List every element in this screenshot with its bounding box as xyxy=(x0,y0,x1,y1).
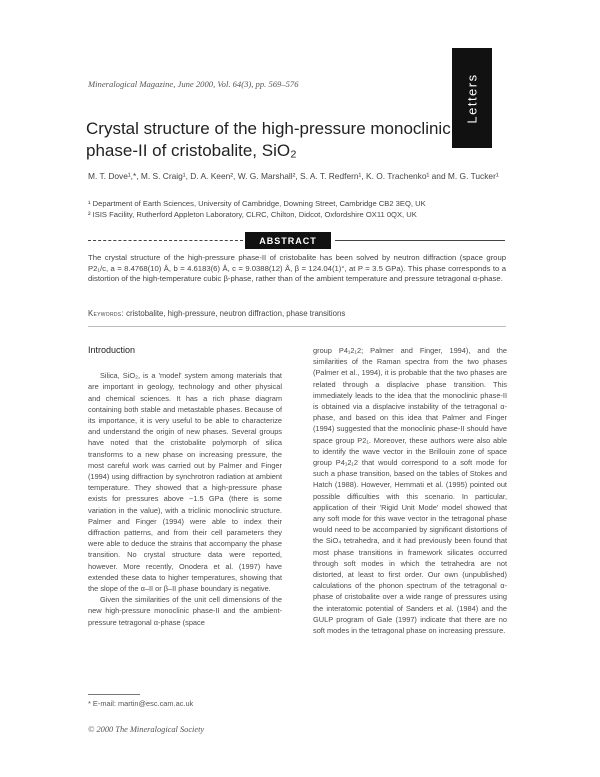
body-paragraph: Silica, SiO₂, is a 'model' system among materials that are important in geology, technology and other physical and chemical sciences. It has a rich phase diagram containing both stable and metastable phases. Because of its importance, it is very useful to be able to characterize and understand the origin of new phases. Several groups have noted that the cristobalite polymorph of silica transforms to a new phase on increasing pressure, the most careful work was carried out by Palmer and Finger (1994) using diffraction by synchrotron radiation at ambient temperature. They showed that a high-pressure phase exists for pressures above ~1.5 GPa (there is some variation in the value), with a triclinic monoclinic structure. Palmer and Finger (1994) were able to index their diffraction patterns, and from their cell parameters they were able to deduce the strains that accompany the phase transition. No crystal structure data were reported, however. More recently, Onodera et al. (1997) have extended these data to higher temperatures, showing that the slope of the α–II or β–II phase boundary is negative. xyxy=(88,371,282,594)
affiliation-1: ¹ Department of Earth Sciences, University of Cambridge, Downing Street, Cambridge CB2 3EQ, UK xyxy=(88,199,426,208)
journal-citation: Mineralogical Magazine, June 2000, Vol. 64(3), pp. 569–576 xyxy=(88,79,299,89)
abstract-heading: ABSTRACT xyxy=(245,232,331,249)
body-paragraph: group P4₁2₁2; Palmer and Finger, 1994), and the similarities of the Raman spectra from the two phases (Palmer et al., 1994), it is probable that the two phases are related through a displacive phase transition. This immediately leads to the idea that the monoclinic phase-II is obtained via a displacive instability of the tetragonal α-phase, and based on this idea that Palmer and Finger (1994) suggested that the monoclinic phase-II should have space group P2₁. Moreover, these authors were also able to identify the wave vector in the Brillouin zone of space group P4₁2₁2 that would correspond to a soft mode for such a phase transition, based on the tables of Stokes and Hatch (1988). However, Hemmati et al. (1995) pointed out possible difficulties with this scenario. In particular, application of their 'Rigid Unit Mode' model showed that any soft mode for this wave vector in the tetragonal phase would need to be accompanied by significant distortions of the SiO₄ tetrahedra, and it had previously been found that most phase transitions in framework silicates occurred through soft modes in which the tetrahedra are not distorted, at least to first order. Our own (unpublished) calculations of the phonon spectrum of the tetragonal α-phase of cristobalite over a wide range of pressures using the interatomic potential of Sanders et al. (1984) and the GULP program of Gale (1997) indicate that there are no soft modes in the tetragonal phase on increasing pressure. xyxy=(313,346,507,636)
abstract-rule-left xyxy=(88,240,243,243)
body-column-left xyxy=(88,345,282,628)
abstract-rule-right xyxy=(335,240,505,241)
affiliation-2: ² ISIS Facility, Rutherford Appleton Laboratory, CLRC, Chilton, Didcot, Oxfordshire OX11 0QX, UK xyxy=(88,210,417,219)
affiliations xyxy=(88,198,508,220)
footnote-rule xyxy=(88,694,140,695)
article-title: Crystal structure of the high-pressure monoclinic phase-II of cristobalite, SiO₂ xyxy=(86,119,451,160)
body-column-right xyxy=(313,345,507,636)
section-heading-introduction: Introduction xyxy=(88,345,136,355)
copyright-notice: © 2000 The Mineralogical Society xyxy=(88,725,205,734)
footnote-email: * E-mail: martin@esc.cam.ac.uk xyxy=(88,699,194,708)
section-tab-label: Letters xyxy=(464,72,480,124)
abstract-text: The crystal structure of the high-pressure phase-II of cristobalite has been solved by neutron diffraction (space group P2₁/c, a = 8.4768(10) Å, b = 4.6183(6) Å, c = 9.0388(12) Å, β = 124.04(1)°, at P = 3.5 GPa). This phase corresponds to a distortion of the high-temperature cubic β-phase, rather than of the ambient temperature and pressure tetragonal α-phase. xyxy=(88,253,506,283)
keywords-list: cristobalite, high-pressure, neutron diffraction, phase transitions xyxy=(126,309,346,318)
author-list: M. T. Dove¹,*, M. S. Craig¹, D. A. Keen², W. G. Marshall², S. A. T. Redfern¹, K. O. Trachenko¹ and M. G. Tucker¹ xyxy=(88,171,499,181)
keywords xyxy=(88,309,506,318)
keywords-divider xyxy=(88,326,506,327)
body-paragraph: Given the similarities of the unit cell dimensions of the new high-pressure monoclinic phase-II and the ambient-pressure tetragonal α-phase (space xyxy=(88,595,282,627)
keywords-label: Keywords: xyxy=(88,309,124,318)
